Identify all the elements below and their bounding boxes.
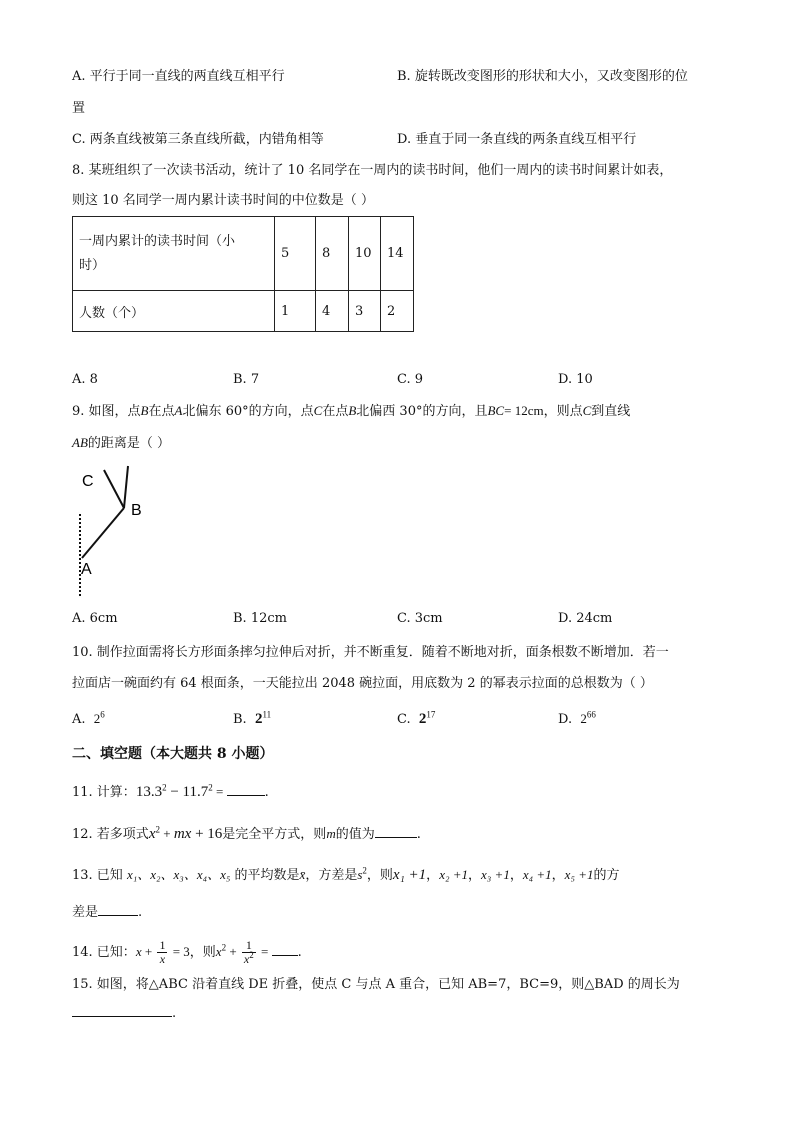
table-cell: 4	[316, 291, 349, 332]
fraction	[157, 939, 167, 966]
math-term: =	[257, 944, 272, 959]
line-label: AB	[72, 435, 88, 450]
text: ，方差是	[305, 868, 358, 883]
q14	[72, 935, 302, 970]
option-label: D.	[558, 712, 573, 727]
text: 14. 已知：	[72, 945, 136, 960]
q9-stem-line2	[72, 434, 170, 453]
point-label: A	[174, 403, 183, 418]
q13-line2	[72, 903, 142, 922]
power-exponent: 66	[586, 709, 596, 720]
q15-stem-line1: 15. 如图，将△ABC 沿着直线 DE 折叠，使点 C 与点 A 重合，已知 AB=7，BC=9，则△BAD 的周长为	[72, 977, 680, 992]
math-var: mx	[173, 826, 192, 842]
segment-bc	[104, 470, 124, 508]
point-label: B	[348, 403, 357, 418]
math-var: x	[215, 944, 222, 959]
option-label: B.	[233, 712, 247, 727]
text: .	[138, 905, 143, 920]
text: = 3，则	[169, 944, 216, 959]
q15-stem-line2	[72, 1004, 176, 1023]
segment-ab	[82, 508, 124, 558]
power-base: 2	[254, 711, 263, 727]
north-line-at-b	[124, 466, 128, 508]
table-cell: 14	[381, 217, 414, 291]
q10-option-c	[397, 710, 435, 729]
exponent: 2	[362, 865, 367, 876]
table-cell: 8	[316, 217, 349, 291]
exponent: 2	[162, 782, 167, 793]
math-term: +	[141, 944, 156, 959]
power-base: 2	[580, 711, 587, 726]
table-cell: 10	[349, 217, 381, 291]
math-var: x₁、x₂、x₃、x₄、x₅	[126, 867, 231, 882]
option-label: C.	[397, 712, 411, 727]
math-term: =	[212, 784, 227, 799]
text: .	[172, 1006, 177, 1021]
math-term: x₃ +1	[481, 867, 510, 882]
text: 是完全平方式，则	[222, 827, 327, 842]
q8-option-c: C. 9	[397, 372, 424, 387]
math-term: +	[226, 944, 240, 959]
text: ，则	[366, 868, 393, 883]
math-term: x₂ +1	[439, 867, 468, 882]
text: 12. 若多项式	[72, 827, 149, 842]
fraction	[242, 939, 256, 966]
header-label-line1: 一周内累计的读书时间（小	[79, 233, 236, 249]
math-term: 13.3	[135, 784, 163, 800]
point-label: B	[140, 403, 149, 418]
power-base: 2	[93, 711, 101, 726]
figure-label-b: B	[131, 502, 142, 519]
text: 在点	[148, 404, 175, 419]
table-header-cell: 人数（个）	[73, 291, 275, 332]
q7-option-a: A. 平行于同一直线的两直线互相平行	[72, 69, 285, 84]
text: 的距离是（ ）	[87, 436, 171, 451]
math-var: x̄	[299, 867, 306, 882]
text: .	[297, 945, 302, 960]
q7-option-b: B. 旋转既改变图形的形状和大小，又改变图形的位	[397, 69, 688, 84]
q12	[72, 825, 421, 844]
figure-label-a: A	[81, 561, 92, 578]
answer-blank[interactable]	[375, 825, 417, 838]
q13-line1: 13. 已知 x₁、x₂、x₃、x₄、x₅ 的平均数是x̄，方差是$s^2$，则x₁ +1，x₂ +1，x₃ +1，x₄ +1，x₅ +1的方	[72, 865, 620, 883]
table-cell: 5	[275, 217, 316, 291]
text: 北偏西 30°的方向，且	[356, 404, 488, 419]
power-base: 2	[418, 711, 427, 727]
header-label-line2: 时）	[79, 257, 106, 273]
answer-blank[interactable]	[98, 903, 138, 916]
math-var: s	[357, 867, 363, 882]
answer-blank[interactable]	[227, 783, 265, 796]
table-cell: 3	[349, 291, 381, 332]
point-label: C	[582, 403, 592, 418]
exponent: 2	[249, 950, 254, 960]
q9-option-d: D. 24cm	[558, 611, 613, 626]
q8-stem-line2: 则这 10 名同学一周内累计读书时间的中位数是（ ）	[72, 193, 374, 208]
point-label: C	[313, 403, 323, 418]
option-label: A.	[72, 712, 86, 727]
table-row	[73, 217, 414, 291]
denominator: x	[159, 952, 166, 966]
denominator	[242, 950, 256, 966]
text: .	[264, 785, 269, 800]
q9-stem-line1	[72, 402, 630, 421]
text: = 12cm，则点	[504, 403, 583, 418]
table-row	[73, 291, 414, 332]
text: .	[416, 827, 421, 842]
math-var: m	[326, 826, 336, 841]
section-title: 二、填空题（本大题共 8 小题）	[72, 746, 274, 762]
answer-blank[interactable]	[272, 943, 298, 956]
power-exponent: 11	[262, 709, 272, 720]
table-header-cell	[73, 217, 275, 291]
text: 13. 已知	[72, 868, 127, 883]
text: 的平均数是	[230, 868, 300, 883]
q10-option-d	[558, 710, 596, 729]
answer-blank[interactable]	[72, 1004, 172, 1017]
text: 的值为	[335, 827, 375, 842]
segment-label: BC	[487, 403, 505, 418]
power-exponent: 17	[426, 709, 436, 720]
q9-option-c: C. 3cm	[397, 611, 443, 626]
math-term: x₄ +1	[522, 867, 552, 882]
text: 差是	[72, 905, 99, 920]
q9-option-a: A. 6cm	[72, 611, 118, 626]
numerator: 1	[159, 938, 166, 952]
q10-option-a	[72, 710, 105, 729]
q8-option-a: A. 8	[72, 372, 98, 387]
q7-option-b-continued: 置	[72, 101, 86, 116]
q7-option-c: C. 两条直线被第三条直线所截，内错角相等	[72, 132, 324, 147]
q10-option-b	[233, 710, 271, 729]
math-term: +	[159, 826, 174, 841]
q7-option-d: D. 垂直于同一条直线的两条直线互相平行	[397, 132, 637, 147]
exponent: 2	[221, 942, 227, 953]
text: 的方	[593, 868, 620, 883]
q10-stem-line2: 拉面店一碗面约有 64 根面条，一天能拉出 2048 碗拉面，用底数为 2 的幂表示拉面的总根数为（ ）	[72, 676, 653, 691]
text: 11. 计算：	[72, 785, 136, 800]
q8-option-d: D. 10	[558, 372, 593, 387]
text: 北偏东 60°的方向，点	[182, 404, 314, 419]
numerator: 1	[242, 939, 256, 953]
math-term: − 11.7	[166, 784, 209, 800]
math-var: x	[148, 826, 156, 842]
text: 9. 如图，点	[72, 404, 141, 419]
text: 到直线	[591, 404, 631, 419]
math-var: x	[243, 952, 250, 966]
math-term: x₅ +1	[564, 867, 594, 882]
math-var: x	[135, 944, 142, 959]
exponent: 2	[208, 782, 213, 793]
q11	[72, 783, 269, 802]
math-term: x₁ +1	[392, 867, 427, 883]
reading-time-table	[72, 216, 414, 332]
power-exponent: 6	[100, 709, 105, 720]
exponent: 2	[155, 824, 160, 835]
math-term: + 16	[191, 826, 223, 842]
q8-option-b: B. 7	[233, 372, 260, 387]
q10-stem-line1: 10. 制作拉面需将长方形面条摔匀拉伸后对折，并不断重复．随着不断地对折，面条根数不断增加．若一	[72, 645, 669, 660]
text: 在点	[322, 404, 349, 419]
q8-stem-line1: 8. 某班组织了一次读书活动，统计了 10 名同学在一周内的读书时间，他们一周内的读书时间累计如表，	[72, 163, 673, 178]
figure-label-c: C	[82, 473, 94, 490]
table-cell: 2	[381, 291, 414, 332]
q9-direction-figure	[70, 462, 170, 602]
table-cell: 1	[275, 291, 316, 332]
q9-option-b: B. 12cm	[233, 611, 287, 626]
